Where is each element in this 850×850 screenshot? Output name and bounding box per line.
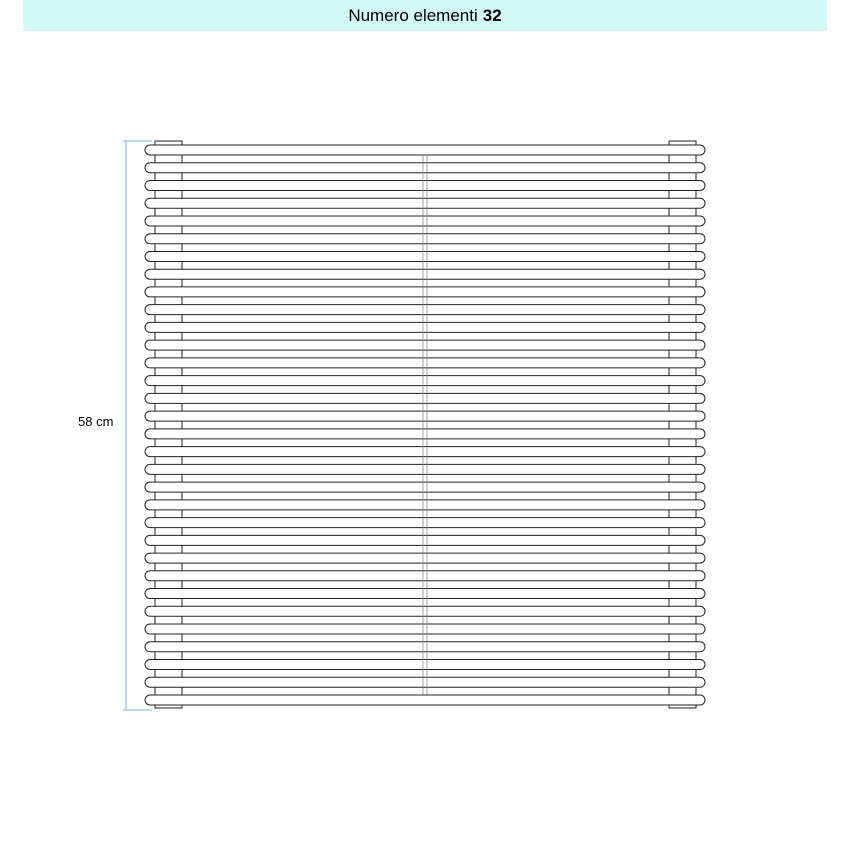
radiator-tube: [145, 624, 705, 634]
radiator-tube: [145, 145, 705, 155]
radiator-tube: [145, 305, 705, 315]
element-count: 32: [482, 5, 502, 25]
radiator-tube: [145, 500, 705, 510]
radiator-tube: [145, 642, 705, 652]
radiator-tube: [145, 322, 705, 332]
radiator-tube: [145, 358, 705, 368]
radiator-tube: [145, 695, 705, 705]
radiator-tube: [145, 180, 705, 190]
radiator-tube: [145, 163, 705, 173]
radiator-tube: [145, 535, 705, 545]
radiator-tube: [145, 340, 705, 350]
title-label: Numero elementi: [348, 5, 478, 25]
radiator-tube: [145, 411, 705, 421]
radiator-tube: [145, 429, 705, 439]
radiator-tube: [145, 234, 705, 244]
radiator-tube: [145, 589, 705, 599]
radiator-tube: [145, 269, 705, 279]
radiator-tube: [145, 553, 705, 563]
radiator-tube: [145, 447, 705, 457]
radiator-tube: [145, 216, 705, 226]
radiator-tube: [145, 393, 705, 403]
radiator-tube: [145, 464, 705, 474]
radiator-tube: [145, 287, 705, 297]
radiator-tube: [145, 571, 705, 581]
radiator-tube: [145, 482, 705, 492]
radiator-tube: [145, 518, 705, 528]
radiator-tubes: [145, 145, 705, 705]
height-dimension-label: 58 cm: [78, 414, 114, 429]
radiator-tube: [145, 606, 705, 616]
radiator-tube: [145, 198, 705, 208]
radiator-tube: [145, 251, 705, 261]
radiator-tube: [145, 376, 705, 386]
radiator-tube: [145, 677, 705, 687]
radiator-tube: [145, 660, 705, 670]
